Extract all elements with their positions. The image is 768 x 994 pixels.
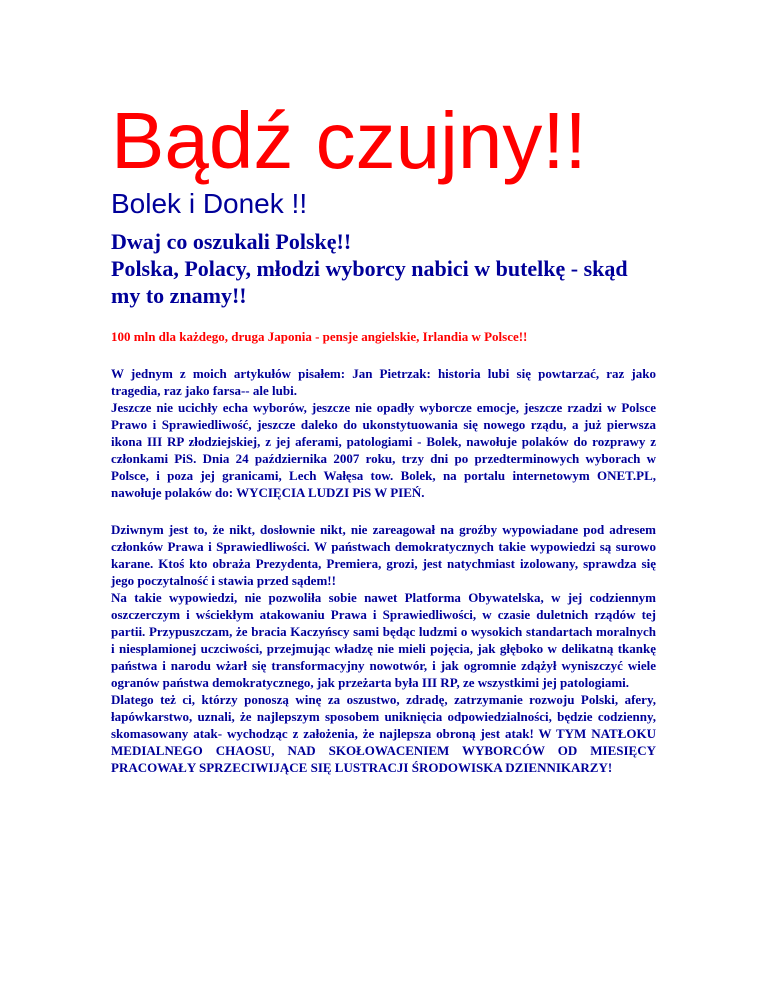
paragraph-1: W jednym z moich artykułów pisałem: Jan Pietrzak: historia lubi się powtarzać, raz jako tragedia, raz jako farsa-- ale lubi.: [111, 366, 656, 398]
lead-text: 100 mln dla każdego, druga Japonia - pensje angielskie, Irlandia w Polsce!!: [111, 329, 528, 344]
paragraph-3: Dziwnym jest to, że nikt, dosłownie nikt, nie zareagował na groźby wypowiadane pod adresem członków Prawa i Sprawiedliwości. W państwach demokratycznych takie wypowiedzi są surowo karane. Ktoś kto obraża Prezydenta, Premiera, grozi, jest natychmiast izolowany, sprawdza się jego poczytalność i stawia przed sądem!!: [111, 522, 656, 588]
body-block-1: [111, 365, 656, 501]
body-block-2: [111, 521, 656, 776]
paragraph-5: Dlatego też ci, którzy ponoszą winę za oszustwo, zdradę, zatrzymanie rozwoju Polski, afery, łapówkarstwo, uznali, że najlepszym sposobem uniknięcia odpowiedzialności, będzie codzienny, skomasowany atak- wychodząc z założenia, że najlepsza obroną jest atak! W TYM NATŁOKU MEDIALNEGO CHAOSU, NAD SKOŁOWACENIEM WYBORCÓW OD MIESIĘCY PRACOWAŁY SPRZECIWIJĄCE SIĘ LUSTRACJI ŚRODOWISKA DZIENNIKARZY!: [111, 692, 656, 775]
subtitle: Bolek i Donek !!: [111, 188, 308, 219]
headline-line-2: Polska, Polacy, młodzi wyborcy nabici w butelkę - skąd my to znamy!!: [111, 256, 628, 308]
main-title: Bądź czujny!!: [111, 96, 587, 185]
paragraph-2: Jeszcze nie ucichły echa wyborów, jeszcze nie opadły wyborcze emocje, jeszcze rzadzi w Polsce Prawo i Sprawiedliwość, jeszcze daleko do ukonstytuowania się nowego rządu, a już pierwsza ikona III RP złodziejskiej, z jej aferami, patologiami - Bolek, nawołuje polaków do rozprawy z członkami PiS. Dnia 24 października 2007 roku, trzy dni po przedterminowych wyborach w Polsce, i poza jej granicami, Lech Wałęsa tow. Bolek, na portalu internetowym ONET.PL, nawołuje polaków do: WYCIĘCIA LUDZI PiS W PIEŃ.: [111, 400, 656, 500]
document-page: [111, 96, 656, 776]
headline: [111, 228, 656, 309]
paragraph-4: Na takie wypowiedzi, nie pozwoliła sobie nawet Platforma Obywatelska, w jej codziennym oszczerczym i wściekłym atakowaniu Prawa i Sprawiedliwości, w czasie duletnich rządów tej partii. Przypuszczam, że bracia Kaczyńscy sami będąc ludzmi o wysokich standartach moralnych i niesplamionej uczciwości, przejmując władzę nie mieli pojęcia, jak głęboko w delikatną tkankę państwa i narodu wżarł się transformacyjny nowotwór, i jak ogromnie zdążył wyniszczyć wiele ogranów państwa demokratycznego, jak przeżarta była III RP, ze wszystkimi jej patologiami.: [111, 590, 656, 690]
headline-line-1: Dwaj co oszukali Polskę!!: [111, 229, 352, 254]
